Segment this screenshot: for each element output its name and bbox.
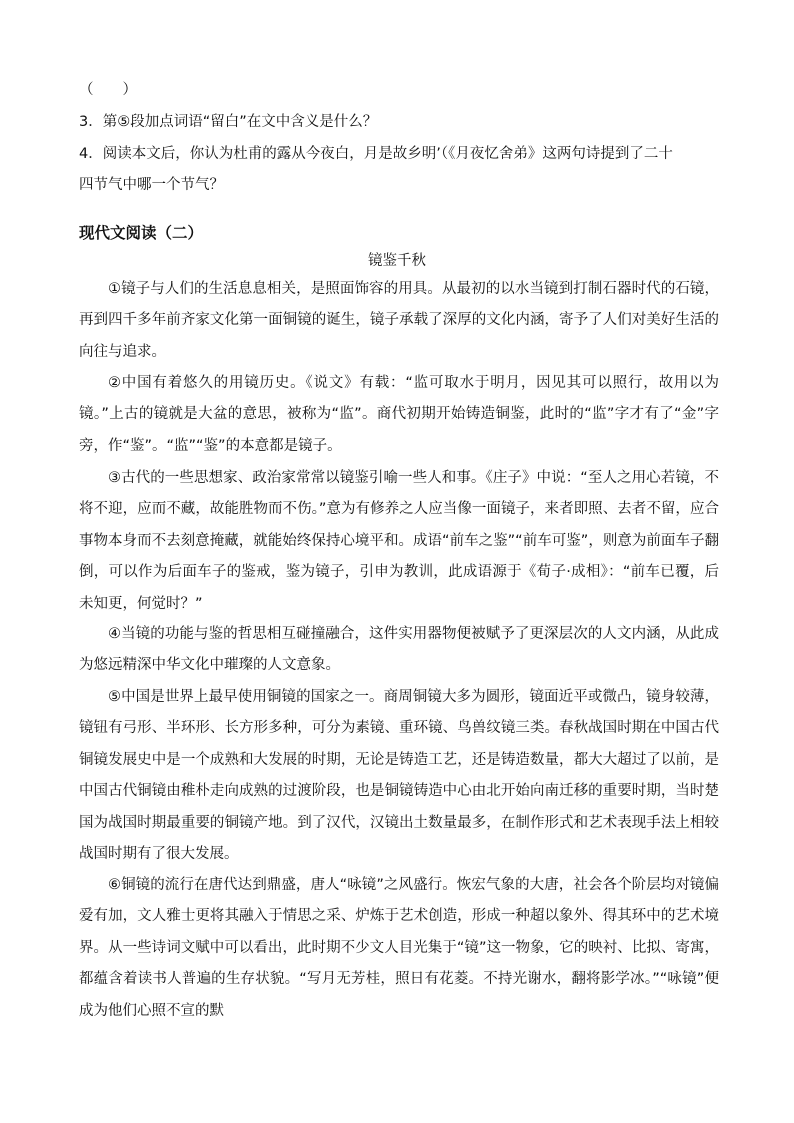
paragraph-5: ⑤中国是世界上最早使用铜镜的国家之一。商周铜镜大多为圆形，镜面近平或微凸，镜身较薄，镜钮有弓形、半环形、长方形多种，可分为素镜、重环镜、鸟兽纹镜三类。春秋战国时期在中国古代铜镜发展史中是一个成熟和大发展的时期，无论是铸造工艺，还是铸造数量，都大大超过了以前，是中国古代铜镜由稚朴走向成熟的过渡阶段，也是铜镜铸造中心由北开始向南迁移的重要时期，当时楚国为战国时期最重要的铜镜产地。到了汉代，汉镜出土数量最多，在制作形式和艺术表现手法上相较战国时期有了很大发展。 — [79, 689, 719, 863]
paragraph-3: ③古代的一些思想家、政治家常常以镜鉴引喻一些人和事。《庄子》中说：“至人之用心若镜，不将不迎，应而不藏，故能胜物而不伤。”意为有修养之人应当像一面镜子，来者即照、去者不留，应合事物本身而不去刻意掩藏，就能始终保持心境平和。成语“前车之鉴”“前车可鉴”，则意为前面车子翻倒，可以作为后面车子的鉴戒，鉴为镜子，引申为教训，此成语源于《荀子·成相》：“前车已覆，后未知更，何觉时？” — [79, 470, 719, 612]
paragraph-1: ①镜子与人们的生活息息相关，是照面饰容的用具。从最初的以水当镜到打制石器时代的石镜，再到四千多年前齐家文化第一面铜镜的诞生，镜子承载了深厚的文化内涵，寄予了人们对美好生活的向往与追求。 — [79, 281, 719, 360]
paragraph-6: ⑥铜镜的流行在唐代达到鼎盛，唐人“咏镜”之风盛行。恢宏气象的大唐，社会各个阶层均对镜偏爱有加，文人雅士更将其融入于情思之采、炉炼于艺术创造，形成一种超以象外、得其环中的艺术境界。从一些诗词文赋中可以看出，此时期不少文人目光集于“镜”这一物象，它的映衬、比拟、寄寓，都蕴含着读书人普遍的生存状貌。“写月无芳桂，照日有花菱。不持光谢水，翻将影学冰。”“咏镜”便成为他们心照不宣的默 — [79, 877, 719, 1019]
question-4-line-2: 四节气中哪一个节气？ — [79, 177, 224, 193]
paragraph-4: ④当镜的功能与鉴的哲思相互碰撞融合，这件实用器物便被赋予了更深层次的人文内涵，从此成为悠远精深中华文化中璀璨的人文意象。 — [79, 626, 719, 674]
question-3: 3．第⑤段加点词语“留白”在文中含义是什么？ — [79, 114, 378, 130]
question-4-line-1: 4．阅读本文后，你认为杜甫的露从今夜白，月是故乡明’（《月夜忆舍弟》这两句诗提到了二十 — [79, 146, 673, 162]
paragraph-2: ②中国有着悠久的用镜历史。《说文》有载：“监可取水于明月，因见其可以照行，故用以为镜。”上古的镜就是大盆的意思，被称为“监”。商代初期开始铸造铜鉴，此时的“监”字才有了“金”字旁，作“鉴”。“监”“鉴”的本意都是镜子。 — [79, 375, 719, 454]
article-title: 镜鉴千秋 — [368, 253, 426, 269]
question-2-answer-blank: （ ） — [79, 82, 137, 98]
section-heading: 现代文阅读（二） — [79, 224, 204, 242]
